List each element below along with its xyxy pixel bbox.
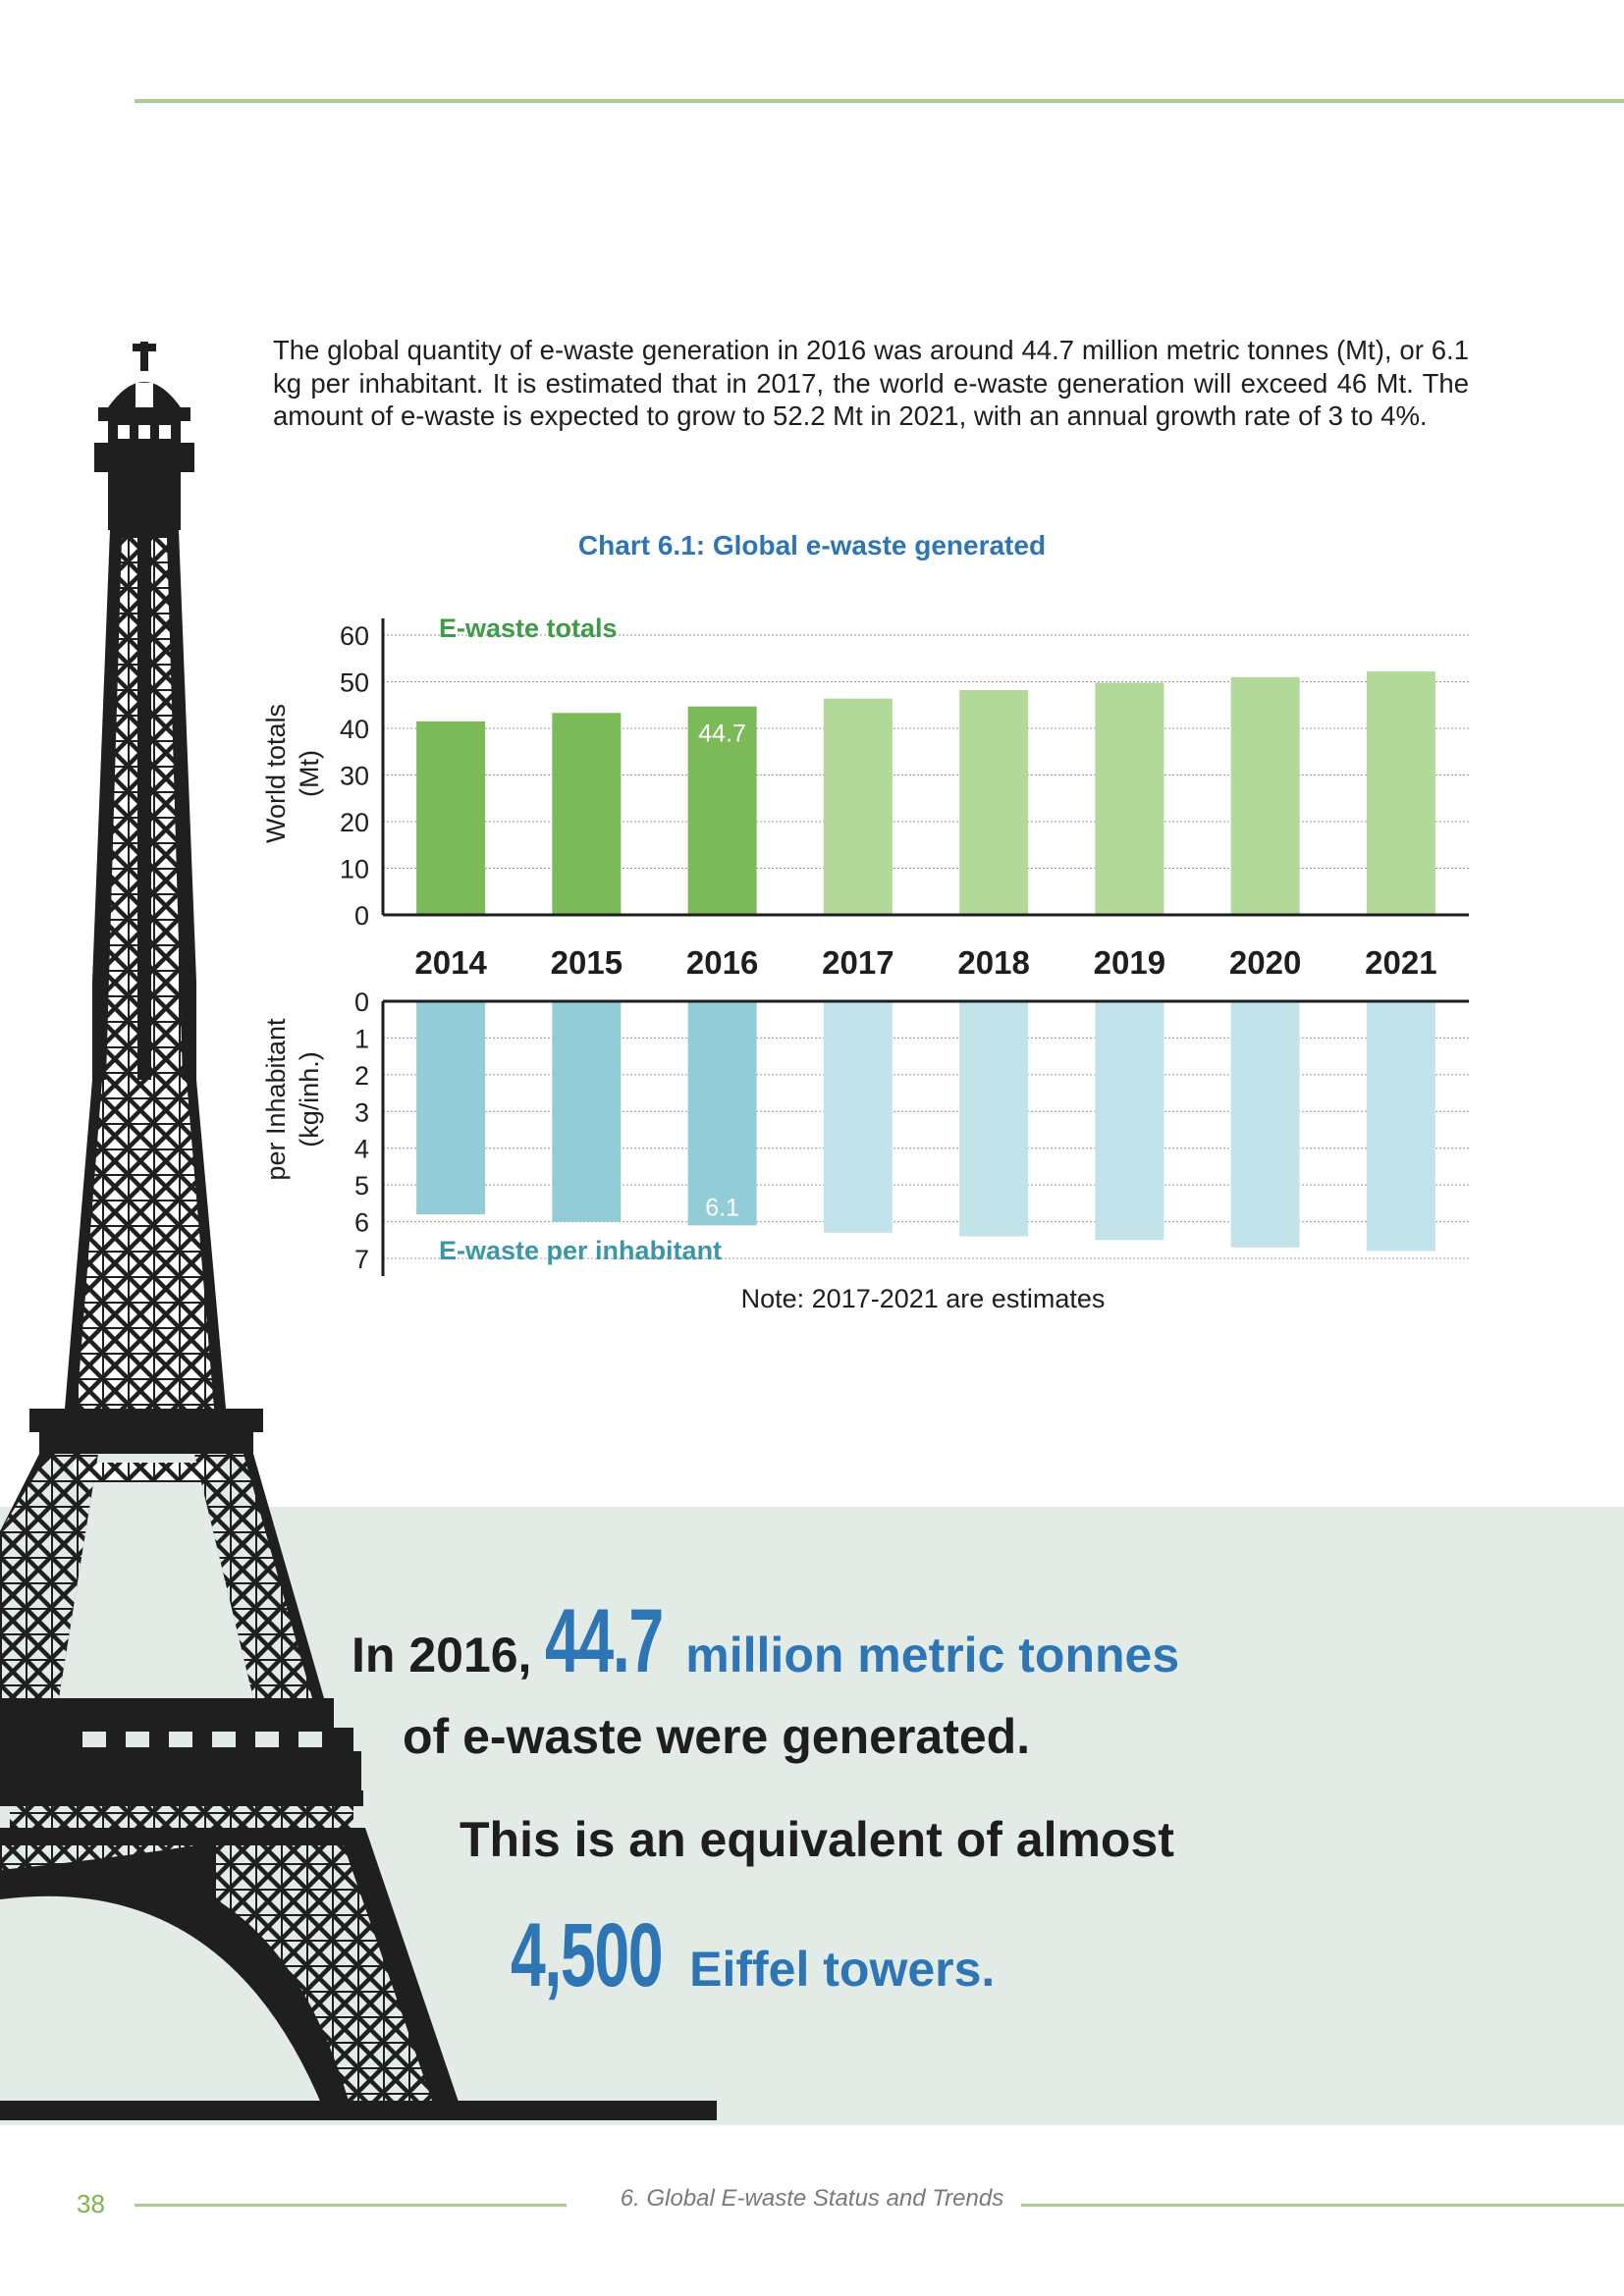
data-label-totals: 44.7 [698, 720, 746, 748]
x-tick-2020: 2020 [1228, 944, 1302, 981]
callout-big-number-towers: 4,500 [511, 1905, 663, 2005]
y-tick-per-7: 7 [353, 1245, 369, 1274]
bar-per-2017 [824, 1001, 893, 1233]
footer-section-title: 6. Global E-waste Status and Trends [620, 2185, 1004, 2212]
callout-l4-post: Eiffel towers. [676, 1942, 996, 1997]
bar-totals-2017 [824, 699, 893, 915]
y-tick-per-4: 4 [353, 1134, 369, 1164]
y-tick-totals-10: 10 [339, 854, 369, 884]
y-axis-label-per: per Inhabitant (kg/inh.) [261, 1018, 324, 1181]
bar-totals-2018 [959, 690, 1028, 915]
data-label-per: 6.1 [705, 1194, 740, 1222]
x-tick-2015: 2015 [550, 944, 623, 981]
y-tick-per-2: 2 [353, 1060, 369, 1091]
y-tick-per-0: 0 [353, 988, 369, 1017]
y-tick-per-5: 5 [353, 1171, 369, 1201]
chart-note: Note: 2017-2021 are estimates [740, 1284, 1106, 1313]
bar-totals-2020 [1231, 677, 1300, 915]
callout-l1-post: million metric tonnes [672, 1628, 1180, 1682]
x-tick-2019: 2019 [1093, 944, 1166, 981]
y-tick-per-6: 6 [353, 1207, 369, 1238]
intro-paragraph: The global quantity of e-waste generation in 2016 was around 44.7 million metric tonnes (Mt), or 6.1 kg per inhabitant. It is estimated that in 2017, the world e-waste generation will exceed 46 Mt. The amount of e-waste is expected to grow to 52.2 Mt in 2021, with an annual growth rate of 3 to 4%. [273, 335, 1469, 431]
callout-line-3: This is an equivalent of almost [460, 1812, 1174, 1867]
chart-title: Chart 6.1: Global e-waste generated [577, 530, 1047, 561]
x-tick-2017: 2017 [822, 944, 894, 981]
page-number: 38 [77, 2189, 105, 2218]
bar-per-2020 [1231, 1001, 1300, 1248]
series-label-per: E-waste per inhabitant [439, 1236, 723, 1265]
bar-per-2019 [1095, 1001, 1164, 1240]
y-tick-totals-60: 60 [339, 621, 369, 651]
bar-per-2021 [1367, 1001, 1435, 1252]
callout-big-number-tonnes: 44.7 [545, 1591, 664, 1691]
footer-rule-right [1021, 2204, 1624, 2207]
callout-line-1 [352, 1590, 1179, 1693]
callout-line-2: of e-waste were generated. [403, 1709, 1031, 1764]
bar-totals-2019 [1095, 682, 1164, 915]
x-tick-2018: 2018 [957, 944, 1030, 981]
callout-l1-pre: In 2016, [352, 1628, 546, 1682]
bar-totals-2021 [1367, 671, 1435, 915]
x-tick-2014: 2014 [414, 944, 487, 981]
y-tick-totals-0: 0 [353, 901, 369, 931]
y-axis-label-totals: World totals (Mt) [261, 703, 324, 844]
y-tick-per-3: 3 [353, 1097, 369, 1128]
x-tick-2021: 2021 [1365, 944, 1437, 981]
callout-line-4 [511, 1904, 995, 2007]
y-tick-totals-50: 50 [339, 667, 369, 698]
y-tick-per-1: 1 [353, 1024, 369, 1054]
y-tick-totals-40: 40 [339, 715, 369, 744]
x-tick-2016: 2016 [685, 944, 759, 981]
y-tick-totals-20: 20 [339, 808, 369, 837]
y-tick-totals-30: 30 [339, 761, 369, 791]
bar-per-2018 [959, 1001, 1028, 1237]
series-label-totals: E-waste totals [439, 614, 618, 643]
